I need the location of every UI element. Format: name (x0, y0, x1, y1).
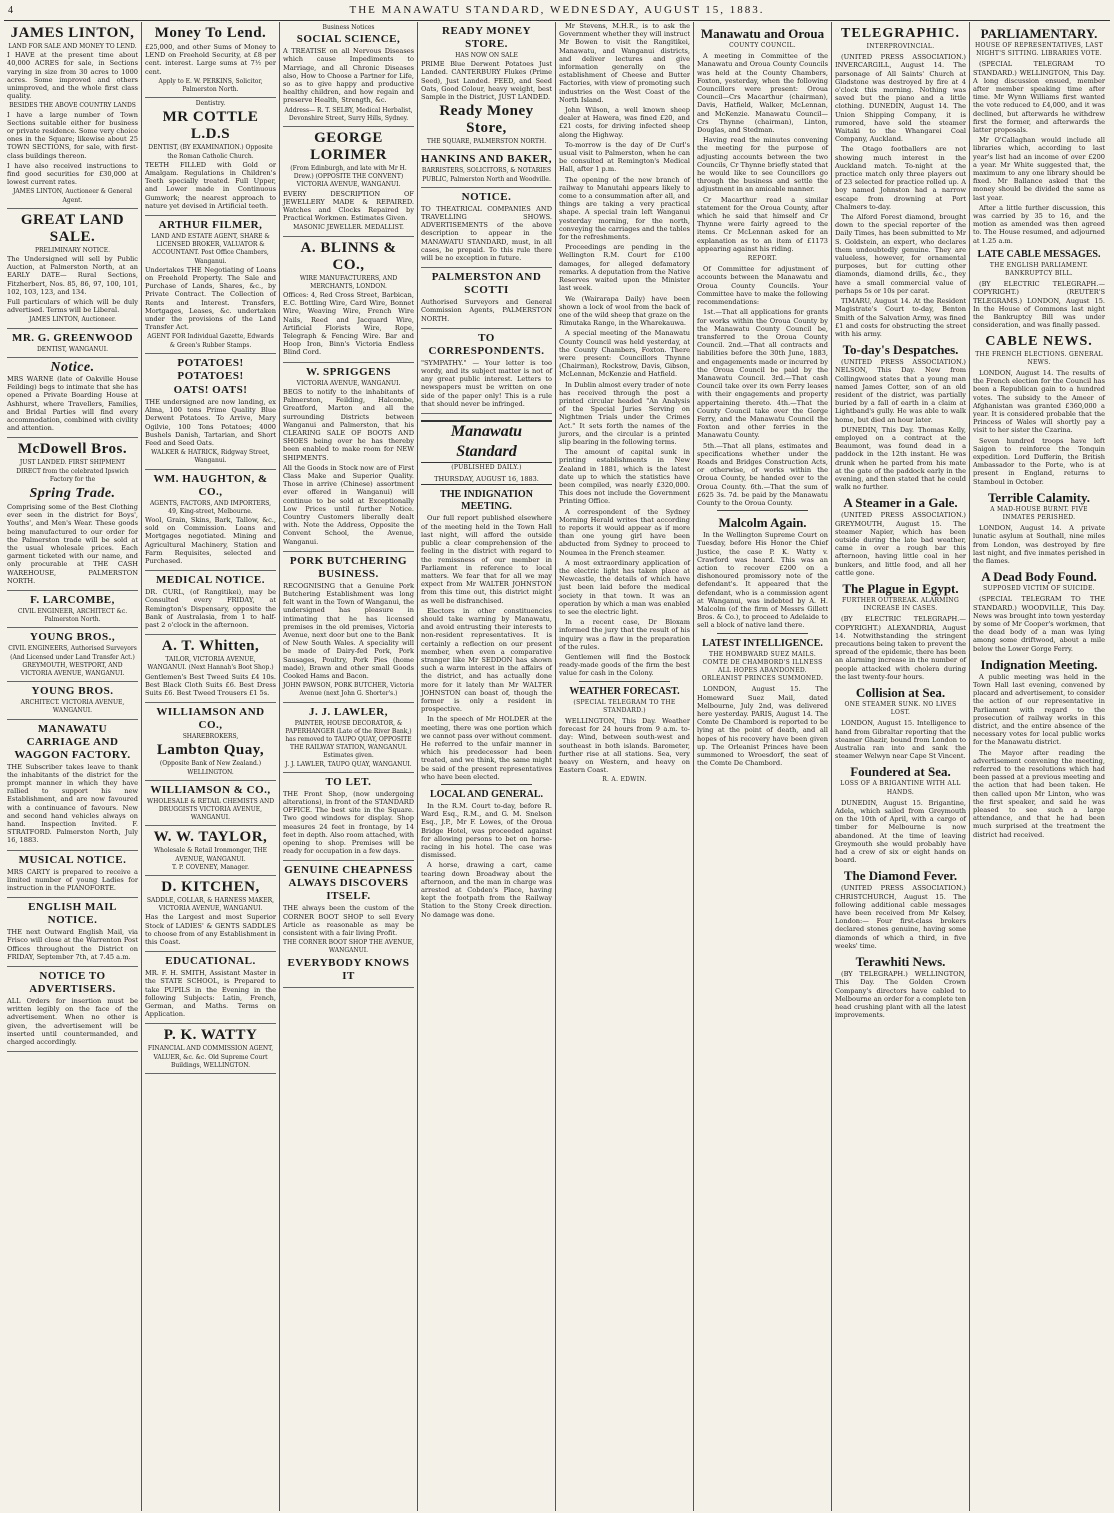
ad-text: "SYMPATHY." — Your letter is too wordy, and its subject matter is not of any great public interest. Letters to newspapers must be written on one side of the paper only! This is a rule that should never be infringed. (421, 358, 552, 408)
ad-subtitle: CIVIL ENGINEERS, Authorised Surveyors (And Licensed under Land Transfer Act.) GREYMOUTH, WESTPORT, AND VICTORIA AVENUE, WANGANUI. (8, 645, 137, 677)
ad-pork (283, 552, 414, 703)
article-collision (835, 685, 966, 760)
ad-carriage (7, 720, 138, 851)
ad-title: MUSICAL NOTICE. (18, 853, 127, 866)
article-paragraph: LONDON, August 15. Intelligence to hand from Gibraltar reporting that the steamer Ghazir, bound from London to Australia ran into and sank the steamer Welwyn near Cape St Vincent. (835, 719, 966, 761)
ad-scotti (421, 268, 552, 329)
ad-lawler (283, 703, 414, 773)
ad-land-sale (7, 209, 138, 329)
ad-subtitle: SADDLE, COLLAR, & HARNESS MAKER, VICTORIA AVENUE, WANGANUI. (146, 897, 275, 913)
ad-filmer (145, 216, 276, 354)
article-indignation-meeting (973, 657, 1105, 839)
ad-title: D. KITCHEN, (161, 879, 260, 895)
ad-text: ALL Orders for insertion must be written legibly on the face of the advertisement. When no other is given, the advertisement will be inserted until countermanded, and charged accordingly. (7, 997, 138, 1047)
ad-title: WM. HAUGHTON, & CO., (153, 472, 268, 498)
ad-blinns (283, 237, 414, 363)
ad-text: TO THEATRICAL COMPANIES AND TRAVELLING SHOWS. ADVERTISEMENTS of the above description to appear in the MANAWATU STANDARD, must, in all cases, be prepaid. To this rule there will be no exception in future. (421, 204, 552, 263)
article-paragraph: Mr O'Callaghan would include all libraries which, according to last year's list had an income of over £200 a year. Mr White suggested that, the maximum to any one library should be fixed. Mr Ballance asked that the money should be divided the same as last year. (973, 136, 1105, 202)
column-8 (970, 22, 1108, 1511)
article-paragraph: A meeting in Committee of the Manawatu and Oroua County Councils was held at the County Chambers, Foxton, yesterday, when the following Councillors were present: Oroua Council—Crs Macarthur (chairman), Davis, Hatfield, Walker, McLennan, and McKenzie. Manawatu Council—Crs Thynne (chairman), Linton, Douglas, and Stedman. (697, 52, 828, 135)
ad-title: POTATOES! POTATOES! (177, 356, 244, 382)
article-headline: Collision at Sea. (855, 685, 946, 701)
article-weather (559, 686, 690, 785)
ad-young-architect (7, 682, 138, 719)
article-paragraph: 1st.—That all applications for grants for works within the Oroua County by the Manawatu County Council be, transferred to the Oroua County Council. 2nd.—That all contracts and liabilities before the 30th June, 1883, and engagements made or incurred by the Oroua Council be paid by the Manawatu Council. 3rd.—That cash Council take over its own Ferry leases with their engagements and property appertaining thereto. 4th.—That the County Council take over the Gorge Ferry, and the Manawatu Council the Foxton and other ferries in the Manawatu County. (697, 308, 828, 440)
ad-mcdowell (7, 438, 138, 591)
article-headline: THE INDIGNATION MEETING. (440, 489, 533, 513)
ad-title: EVERYBODY KNOWS IT (287, 956, 410, 982)
ad-title: A. BLINNS & CO., (300, 239, 397, 273)
ad-spriggens (283, 363, 414, 552)
article-headline: LATEST INTELLIGENCE. (702, 637, 823, 649)
ad-signature: Apply to E. W. PERKINS, Solicitor, Palmerston North. (158, 77, 263, 94)
article-paragraph: DUNEDIN, August 15. Brigantine, Adela, which sailed from Greymouth on the 10th of April, with a cargo of timber for Melbourne is now abandoned. At the time of leaving Greymouth she would probably have had a crew of six or eight hands on board. (835, 798, 966, 865)
article-paragraph: To-morrow is the day of Dr Curl's usual visit to Palmerston, when he can be consulted at Remington's Medical Hall, after 1 p.m. (559, 140, 690, 174)
masthead-title: THE MANAWATU STANDARD, WEDNESDAY, AUGUST 15, 1883. (349, 4, 765, 16)
ad-taylor (145, 826, 276, 876)
ad-subtitle: DENTIST, WANGANUI. (36, 345, 109, 353)
article-headline: TELEGRAPHIC. (841, 26, 960, 41)
ad-subtitle: BESIDES THE ABOVE COUNTRY LANDS (9, 102, 136, 110)
ad-to-let (283, 773, 414, 862)
article-late-cable (973, 249, 1105, 330)
ad-williamson (145, 703, 276, 781)
divider (717, 510, 808, 511)
ad-text: All the Goods in Stock now are of First Class Make and Superior Quality. Those in arrive (Chinese) assortment ever offered in Wanganui) will continue to be sold at Exceptionally Low Prices until further Notice. Country Customers liberally dealt with. Note the Address, Opposite the Convent School, the Avenue, Wanganui. (283, 463, 414, 546)
article-latest (697, 638, 828, 768)
article-paragraph: (BY ELECTRIC TELEGRAPH.—COPYRIGHT.) (REUTER'S TELEGRAMS.) LONDON, August 15. In the House of Commons last night the Bankruptcy Bill was under consideration, and was finally passed. (973, 280, 1105, 330)
article-paragraph: (BY ELECTRIC TELEGRAPH.—COPYRIGHT.) ALEXANDRIA, August 14. Notwithstanding the stringent precautions being taken to prevent the spread of the epidemic, there has been an alarming increase in the number of people attacked with cholera during the last twenty-four hours. (835, 615, 966, 681)
ad-title: GREAT LAND SALE. (20, 211, 125, 245)
column-6 (694, 22, 832, 1511)
ad-signature: THE CORNER BOOT SHOP THE AVENUE, WANGANUI. (283, 939, 414, 955)
article-paragraph: WELLINGTON, This Day. Weather forecast for 24 hours from 9 a.m. to-day: Wind, between south-west and southeast in both islands. Barometer, further rise at all stations. Sea, very heavy on Western, and heavy on Eastern Coast. (559, 717, 690, 775)
ad-title: MR COTTLE L.D.S (162, 109, 259, 143)
ad-text: I have a large number of Town Sections suitable either for business or private residence. Some very choice ones in the Square; likewise about 25 TOWN SECTIONS, for sale, with first-class buildings thereon. (7, 110, 138, 160)
divider (717, 633, 808, 634)
article-paragraph: TIMARU, August 14. At the Resident Magistrate's Court to-day, Benton Smith of the Salvation Army, was fined £1 and costs for obstructing the street with his army. (835, 297, 966, 338)
ad-subtitle: JUST LANDED. FIRST SHIPMENT DIRECT from the celebrated Ipswich Factory for the (16, 459, 129, 483)
ad-title: PORK BUTCHERING BUSINESS. (289, 554, 408, 580)
ad-text: THE undersigned are now landing, ex Alma, 100 tons Prime Quality Blue Derwent Potatoes. To Arrive, Mary Ogilvie, 100 Tons Potatoes; 4000 Bushels Danish, Tartarian, and Short Feed and Seed Oats. (145, 397, 276, 447)
newspaper-page (4, 0, 1110, 1513)
ad-text: I HAVE at the present time about 40,000 ACRES for sale, in Sections varying in size from 30 acres to 1000 acres. Some improved and others unimproved, and the whole first class quality. (7, 51, 138, 101)
article-subhead: (SPECIAL TELEGRAM TO THE STANDARD.) (573, 698, 676, 714)
article-subhead: REPORT. (747, 255, 778, 263)
ad-text: MRS WARNE (late of Oakville House Feilding) begs to intimate that she has opened a Private Boarding House at Ashhurst, where Travellers, Families, and Bridal Parties will find every accommodation, combined with civility and attention. (7, 374, 138, 433)
ad-text: TEETH FILLED with Gold or Amalgam. Regulations in Children's Teeth specially treated. Full Upper, and Lower made in Continuous Gumwork; the nearest approach to nature yet devised in Artificial teeth. (145, 160, 276, 210)
article-paragraph: Gentlemen will find the Bostock ready-made goods of the firm the best value for cash in the Colony. (559, 653, 690, 678)
ad-title: GEORGE LORIMER (310, 130, 387, 164)
column-4 (418, 22, 556, 1511)
ad-label: Business Notices (322, 24, 375, 31)
article-headline: CABLE NEWS. (985, 333, 1093, 349)
article-paragraph: The Otago footballers are not showing much interest in the Auckland match. To-night at the practice match only three players out of 23 selected for practice rolled up. A boy named Johnston had a narrow escape from drowning at Port Chalmers to-day. (835, 145, 966, 211)
ad-subtitle: FINANCIAL AND COMMISSION AGENT, VALUER, &c. &c. Old Supreme Court Buildings, WELLINGTON. (147, 1045, 274, 1069)
ad-social-science (283, 22, 414, 127)
ad-signature: JOHN PAWSON, PORK BUTCHER, Victoria Avenue (next John G. Shorter's.) (283, 682, 414, 698)
article-calamity (973, 490, 1105, 565)
article-subhead: INTERPROVINCIAL. (866, 43, 935, 50)
article-paragraph: (UNITED PRESS ASSOCIATION.) INVERCARGILL, August 14. The parsonage of All Saints' Church at Gladstone was destroyed by fire at 4 o'clock this morning. Nothing was saved but the piano and a little clothing. DUNEDIN, August 14. The Union Shipping Company, it is rumored, have sold the steamer Waitaki to the Whangarei Coal Company, Auckland. (835, 53, 966, 144)
article-parliamentary (973, 26, 1105, 245)
article-headline: LOCAL AND GENERAL. (429, 788, 544, 800)
ad-text: I have also received instructions to find good securities for £30,000 at lowest current rates. (7, 161, 138, 187)
ad-text: Undertakes THE Negotiating of Loans on Freehold Property. The Sale and Purchase of Lands, Shares, &c., by Private Contract. The Collection of Rents and Interest. Transfers, Mortgages, Leases, &c. undertaken under the provisions of the Land Transfer Act. (145, 265, 276, 332)
ad-title: MANAWATU CARRIAGE AND WAGGON FACTORY. (14, 722, 131, 761)
article-cable-news (973, 334, 1105, 486)
column-1 (4, 22, 142, 1511)
article-paragraph: The amount of capital sunk in printing establishments in New Zealand in 1881, which is the latest date up to which the statistics have been compiled, was nearly £320,000. This does not include the Government Printing Office. (559, 448, 690, 506)
ad-signature: JAMES LINTON, Auctioneer & General Agent. (12, 188, 133, 204)
article-paragraph: Cr Macarthur read a similar statement for the Oroua County, after which he said that himself and Cr Thynne were fairly agreed to the items. Cr McLennan asked for an explanation as to an item of £1173 appearing against his riding. (697, 195, 828, 253)
issue-date: THURSDAY, AUGUST 16, 1883. (421, 474, 552, 485)
article-paragraph: In Dublin almost every trader of note has received through the post a printed circular headed "An Analysis of the Special Juries Serving on Nightmen Trials under the Crimes Act." It sets forth the names of the jurors, and the circular is a printed slip bearing in the following terms. (559, 380, 690, 446)
column-3 (280, 22, 418, 1511)
ad-subtitle: BARRISTERS, SOLICITORS, & NOTARIES PUBLIC, Palmerston North and Woodville. (421, 167, 552, 183)
article-gale (835, 495, 966, 577)
ad-title: EDUCATIONAL. (165, 955, 256, 968)
ad-signature: JAMES LINTON, Auctioneer. (28, 316, 117, 324)
ad-text: DR. CURL, (of Rangitikei), may be Consulted every FRIDAY, at Remington's Dispensary, opposite the Bank of Australasia, from 1 to half-past 2 o'clock in the afternoon. (145, 588, 276, 629)
article-paragraph: DUNEDIN, This Day. Thomas Kelly, employed on a contract at the Beaumont, was found dead in a paddock in the 12th instant. He was drunk when he parted from his mate at the gate of the paddock early in the evening, and then stated that he could walk no further. (835, 425, 966, 492)
article-paragraph: LONDON, August 15. The Homeward Suez Mail, dated Melbourne, July 2nd, was delivered here yesterday. PARIS, August 14. The Comte De Chambord is reported to be lying at the point of death, and all hopes of his recovery have been given up. The Orleanist Princes have been summoned to Wroesdorf, the seat of the Comte De Chambord. (697, 685, 828, 768)
ad-corner-boot (283, 861, 414, 987)
ad-mail (7, 898, 138, 967)
ad-kitchen (145, 876, 276, 952)
article-paragraph: (SPECIAL TELEGRAM TO STANDARD.) WELLINGTON, This Day. A long discussion ensued, member after member speaking time after time. Mr Wynn Williams first wanted the vote reduced to £4,000, and it was declined, but afterwards he withdrew first the former, and afterwards the latter proposals. (973, 60, 1105, 135)
article-dead-body (973, 569, 1105, 653)
ad-title: NOTICE TO ADVERTISERS. (29, 970, 116, 996)
article-paragraph: The Mayor after reading the advertisement convening the meeting, referred to the resolutions which had been passed at a previous meeting and the action that had been taken. He then called upon Mr Linton, who was the first speaker, and said he was pleased to see such a large attendance, and that he had been much surprised at the treatment the district had received. (973, 748, 1105, 839)
article-headline: Manawatu and Oroua (700, 26, 825, 41)
ad-text: BEGS to notify to the inhabitants of Palmerston, Feilding, Halcombe, Greatford, Marton and all the surrounding Districts between Wanganui and Palmerston, that his CLEARING SALE OF BOOTS AND SHOES being over he has thereby been enabled to make room for NEW SHIPMENTS. (283, 387, 414, 462)
column-5 (556, 22, 694, 1511)
ad-title: ARTHUR FILMER, (158, 219, 263, 232)
article-paragraph: Of Committee for adjustment of accounts between the Manawatu and Oroua County Councils. Your Committee have to make the following recommendations: (697, 265, 828, 307)
ad-subtitle: VICTORIA AVENUE, WANGANUI. (296, 379, 401, 387)
ad-subtitle: LAND FOR SALE AND MONEY TO LEND. (8, 43, 137, 50)
article-plague (835, 581, 966, 681)
ad-musical (7, 851, 138, 899)
article-headline: A Dead Body Found. (981, 569, 1097, 585)
article-paragraph: 5th.—That all plans, estimates and specifications whether under the Roads and Bridges Construction Acts, or otherwise, of works within the Oroua County, be handed over to the Oroua County. 6th.—That the sum of £625 3s. 7d. be paid by the Manawatu County to the Oroua County. (697, 441, 828, 507)
article-headline: The Diamond Fever. (843, 868, 958, 884)
ad-title: WILLIAMSON & CO., (150, 783, 271, 796)
ad-title: McDowell Bros. (17, 441, 128, 458)
article-telegraphic (835, 26, 966, 338)
ad-title: OATS! OATS! (173, 383, 248, 396)
ad-text: THE next Outward English Mail, via Frisco will close at the Warrenton Post Offices throughout the District on FRIDAY, September 7th, at 7.45 a.m. (7, 928, 138, 961)
ad-text: Has the Largest and most Superior Stock of LADIES' & GENTS SADDLES to choose from of any Establishment in this Coast. (145, 913, 276, 947)
ad-advertisers (7, 967, 138, 1052)
article-paragraph: After a little further discussion, this was carried by 35 to 16, and the motion as amended was then agreed to. The House resumed, and adjourned at 1.25 a.m. (973, 203, 1105, 245)
article-paragraph: In the R.M. Court to-day, before R. Ward Esq., R.M., and G. M. Snelson Esq., J.P., Mr F. Lowes, of the Oroua Bridge Hotel, was proceeded against for allowing persons to bet on horse-racing in his hotel. The case was dismissed. (421, 801, 552, 860)
ad-title: Notice. (50, 359, 95, 375)
article-paragraph: A public meeting was held in the Town Hall last evening, convened by placard and advertisement, to consider the action of our representative in Parliament with regard to the prosecution of railway works in this district, and the entire absence of the necessary votes for local public works for the Manawatu district. (973, 672, 1105, 747)
article-paragraph: (UNITED PRESS ASSOCIATION.) NELSON, This Day. New from Collingwood states that a young man named James Cotter, son of an old resident of the district, was partially buried by a fall of earth in a claim at Lightband's gully. He was able to walk home, but died an hour later. (835, 358, 966, 424)
ad-watty (145, 1024, 276, 1074)
masthead (4, 0, 1110, 21)
ad-signature: Address— R. T. SELBY, Medical Herbalist, Devonshire Street, Surry Hills, Sydney. (284, 106, 413, 122)
article-paragraph: A horse, drawing a cart, came tearing down Broadway about the afternoon, and the man in charge was arrested at Cobden's Place, having kept the footpath from the Railway Station to the Stony Creek direction. No damage was done. (421, 861, 552, 919)
ad-subtitle: AGENT FOR Individual Gazette, Edwards & Green's Rubber Stamps. (147, 333, 274, 349)
ad-title: W. W. TAYLOR, (153, 829, 268, 846)
ad-hankins (421, 150, 552, 187)
article-subhead: COUNTY COUNCIL. (729, 42, 796, 49)
ad-title: MEDICAL NOTICE. (156, 574, 265, 587)
ad-subtitle: PRELIMINARY NOTICE. (34, 246, 110, 254)
article-headline: Terawhiti News. (855, 954, 946, 970)
ad-subtitle: WIRE MANUFACTURERS, AND MERCHANTS, LONDON. (299, 274, 398, 290)
article-paragraph: (BY TELEGRAPH.) WELLINGTON, This Day. The Golden Crown Company's directors have cabled to Melbourne an order for a complete ten head crushing plant with all the latest improvements. (835, 970, 966, 1020)
ad-title: J. J. LAWLER, (309, 705, 388, 718)
ad-subtitle: DENTIST, (BY EXAMINATION.) Opposite the Roman Catholic Church. (148, 144, 273, 160)
ad-text: Full particulars of which will be duly advertised. Terms will be Liberal. (7, 298, 138, 315)
ad-title: TO LET. (325, 775, 372, 788)
ad-subtitle: MASONIC JEWELLER. MEDALLIST. (293, 224, 404, 232)
ad-subtitle: PAINTER, HOUSE DECORATOR, & PAPERHANGER (Late of the River Bank,) has removed to TAUPO QUAY, OPPOSITE THE RAILWAY STATION, WANGANUI. Estimates given. (285, 719, 412, 760)
article-subhead: HOUSE OF REPRESENTATIVES, LAST NIGHT'S SITTING. LIBRARIES VOTE. (974, 42, 1104, 58)
article-headline: Foundered at Sea. (850, 764, 951, 780)
ad-medical (145, 571, 276, 635)
article-indignation (421, 489, 552, 781)
article-local (421, 789, 552, 919)
divider (579, 681, 670, 682)
article-paragraph: LONDON, August 14. The results of the French election for the Council has been a Republican gain to a hundred votes. The subsidy to the Ameer of Afghanistan was granted £360,000 a year. It is considered probable that the Princess of Wales will shortly pay a visit to her sister the Czarina. (973, 368, 1105, 435)
ad-notice (7, 358, 138, 438)
article-subhead: THE HOMBWARD SUEZ MAILS. COMTE DE CHAMBORD'S ILLNESS ALL HOPES ABANDONED. ORLEANIST PRINCES SUMMONED. (701, 650, 824, 683)
ad-title: P. K. WATTY (163, 1027, 258, 1044)
ad-linton (7, 22, 138, 209)
article-paragraph: John Wilson, a well known sheep dealer at Hawera, was fined £20, and £21 costs, for driving infected sheep along the Highway. (559, 106, 690, 139)
ad-subtitle: AGENTS, FACTORS, AND IMPORTERS, 49, King-street, Melbourne. (149, 499, 272, 515)
ad-subtitle: (Opposite Bank of New Zealand.) WELLINGTON. (159, 760, 262, 776)
article-diamond (835, 868, 966, 950)
article-paragraph: Electors in other constituencies should take warning by Manawatu, and avoid entrusting their interests to non-resident representatives. It is certainly a reflection on our present member, when even a comparative stranger like Mr SEDDON has shown such a warm interest in the affairs of the district, and has actually done more for it lately than Mr WALTER JOHNSTON can boast of, though the former is only a resident in prospective. (421, 606, 552, 714)
ad-subtitle: (From Edinburgh, and late with Mr H. Drew.) (OPPOSITE THE CONVENT) VICTORIA AVENUE, WANGANUI. (290, 165, 407, 189)
ad-title: MR. G. GREENWOOD (11, 331, 134, 344)
ad-subtitle: HAS NOW ON SALE (455, 52, 518, 59)
ad-title: PALMERSTON AND SCOTTI (431, 271, 542, 297)
ad-haughton (145, 470, 276, 572)
ad-title: SOCIAL SCIENCE, (296, 33, 401, 46)
article-paragraph: A most extraordinary application of the electric light has taken place at Newcastle, the details of which have just been laid before the medical society in that town. It was an operation by which a man was enabled to see the electric light. (559, 558, 690, 617)
article-headline: Malcolm Again. (718, 515, 807, 531)
ad-title: W. SPRIGGENS (305, 365, 392, 378)
columns (4, 22, 1110, 1511)
ad-text: THE always been the custom of the CORNER BOOT SHOP to sell Every Article as reasonable as may be consistent with a fair living Profit. (283, 904, 414, 938)
ad-text: Offices: 4, Red Cross Street, Barbican, E.C. Bottling Wire, Card Wire, Bonnet Wire, Weaving Wire, French Wire Nails, Reed and Jacquard Wire, Artificial Florists Wire, Rope, Telegraph & Fencing Wire. Bar and Hoop Iron, Binn's Victoria Endless Blind Cord. (283, 291, 414, 357)
ad-text: MRS CARTY is prepared to receive a limited number of young Ladies for instruction in the PIANOFORTE. (7, 867, 138, 893)
ad-text: Authorised Surveyors and General Commission Agents, PALMERSTON NORTH. (421, 298, 552, 323)
article-paragraph: Having read the minutes convening the meeting for the purpose of adjusting accounts between the two Councils, Cr Thynne briefly stated that he would like to see Councillors go through the business and settle the adjustment in an amicable manner. (697, 136, 828, 194)
ad-williamson-chemists (145, 781, 276, 827)
ad-ready-money (421, 22, 552, 150)
article-paragraph: (UNITED PRESS ASSOCIATION.) CHRISTCHURCH, August 15. The following additional cable messages have been received from Mr Kelsey, London:— Four first-class brokers declared stones genuine, having some diamonds of which a third, in five weeks' time. (835, 884, 966, 950)
article-terawhiti (835, 954, 966, 1019)
ad-subtitle: LAND AND ESTATE AGENT, SHARE & LICENSED BROKER, VALUATOR & ACCOUNTANT. Post Office Chambers, Wanganui. (151, 233, 270, 265)
ad-subtitle: Wholesale & Retail Ironmonger, THE AVENUE, WANGANUI. (153, 847, 268, 863)
article-malcolm (697, 515, 828, 629)
column-7 (832, 22, 970, 1511)
article-paragraph: In the Wellington Supreme Court on Tuesday, before His Honor the Chief Justice, the case P. K. Watty v. Crawford was heard. This was an action to recover £200 on a dishonoured promissory note of the defendant's. It appeared that the defendant, who is a commission agent at Wanganui, was indebted by A. H. Malcolm (of the firm of Messrs Gillett Bros. & Co.), to proceed to Adelaide to sell a block of native land there. (697, 531, 828, 630)
article-foundered (835, 764, 966, 864)
article-paragraph: Proceedings are pending in the Wellington R.M. Court for £100 damages, for alleged defamatory remarks. A deputation from the Native Reserves waited upon the Minister last week. (559, 243, 690, 293)
ad-greenwood (7, 329, 138, 358)
ad-text: A TREATISE on all Nervous Diseases which cause Impediments to Marriage, and all Chronic Diseases also, How to Choose a Partner for Life, so as to give happy and productive healthy children, and how regain and preserve Health, Strength, &c. (283, 47, 414, 105)
article-subhead: SUPPOSED VICTIM OF SUICIDE. (983, 585, 1095, 593)
article-council (697, 26, 828, 507)
article-headline: A Steamer in a Gale. (843, 495, 958, 511)
ad-text: MR. F. H. SMITH, Assistant Master in the STATE SCHOOL, is Prepared to take PUPILS in the Evening in the following Subjects: Latin, French, German, and Maths. Terms on Application. (145, 969, 276, 1019)
article-subhead: THE FRENCH ELECTIONS. GENERAL NEWS. (975, 350, 1103, 366)
ad-money (145, 22, 276, 98)
article-headline: PARLIAMENTARY. (980, 26, 1098, 41)
flag-subtitle: (PUBLISHED DAILY.) (451, 464, 522, 472)
ad-subtitle: WHOLESALE & RETAIL CHEMISTS AND DRUGGISTS VICTORIA AVENUE, WANGANUI. (146, 797, 275, 822)
ad-larcombe (7, 591, 138, 628)
ad-title: NOTICE. (461, 190, 512, 203)
article-headline: Indignation Meeting. (980, 656, 1098, 672)
ad-title: TO CORRESPONDENTS. (428, 331, 545, 357)
ad-text: £25,000, and other Sums of Money to LEND on Freehold Security, at £8 per cent. interest. Large sums at 7½ per cent. (145, 43, 276, 76)
article-paragraph: We (Wairarapa Daily) have been shown a lock of wool from the back of one of the wild sheep that graze on the Rimutaka Range, in the Wharekauwa. (559, 294, 691, 328)
article-paragraph: A special meeting of the Manawatu County Council was held yesterday, at the County Chambers, Foxton. There were present: Councillors Thynne (Chairman), Rockstrow, Davis, Gibson, McLennan, McKenzie and Hatfield. (559, 329, 690, 379)
ad-title: JAMES LINTON, (10, 25, 135, 41)
ad-potatoes (145, 354, 276, 470)
ad-text: PRIME Blue Derwent Potatoes Just Landed. CANTERBURY Flukes (Prime Seed), Just Landed. FEED, and Seed Oats, Good Colour, heavy weight, best Sample in the District, JUST LANDED. (421, 60, 552, 102)
ad-title: READY MONEY STORE. (441, 25, 532, 50)
article-paragraph: Our full report published elsewhere of the meeting held in the Town Hall last night, will afford the outside public a clear comprehension of the feeling in the district with regard to the remissness of our member in Parliament in reference to local matters. We fear that for all we may expect from Mr WALTER JOHNSTON from this time out, this district might as well be disfranchised. (421, 514, 552, 605)
article-subhead: FURTHER OUTBREAK. ALARMING INCREASE IN CASES. (841, 596, 960, 613)
ad-title: Lambton Quay, (156, 742, 265, 759)
article-paragraph: Seven hundred troops have left Saigon to reinforce the Tonquin expedition. Lord Dufferin, the British Ambassador to the Porte, who is at present in England, returns to Stamboul in October. (973, 436, 1105, 486)
ad-signature: J. J. LAWLER, TAUPO QUAY, WANGANUI. (285, 760, 412, 768)
ad-text: Comprising some of the Best Clothing ever seen in the district for Boys', Youths', and Men's Wear. These goods being manufactured to our order for the Palmerston trade will be sold at the usual wholesale prices. Each garment ticketed with our name, and only procurable at THE CASH WAREHOUSE, PALMERSTON NORTH. (7, 502, 138, 585)
article-subhead: THE ENGLISH PARLIAMENT. BANKRUPTCY BILL. (989, 261, 1089, 278)
ad-text: THE Subscriber takes leave to thank the inhabitants of the district for the prompt manner in which they have rallied to support his new Establishment, and are now favoured with a continuance of favours. New and second hand vehicles always on hand. Inspection Invited. F. STRATFORD. Palmerston North, July 16, 1883. (7, 762, 138, 845)
article-paragraph: In a recent case, Dr Bloxam informed the jury that the result of his inquiry was a flaw in the preparation of the rules. (559, 618, 690, 651)
article-paragraph: The Alford Forest diamond, brought down to the special reporter of the Daily Times, has been submitted to Mr S. Goldstein, an expert, who declares them undoubtedly genuine. They are valueless, however, for ornamental purposes, but for cutting other diamonds, diamond drills, &c., they have a small commercial value of perhaps 5s or 10s per carat. (835, 213, 966, 295)
ad-lorimer (283, 127, 414, 237)
ad-title: Ready Money Store, (439, 103, 534, 137)
article-local-continued (559, 22, 690, 678)
column-2 (142, 22, 280, 1511)
ad-theatrical (421, 188, 552, 268)
article-headline: LATE CABLE MESSAGES. (977, 248, 1101, 260)
article-paragraph: The opening of the new branch of railway to Manutahi appears likely to come to a consummation after all, and things are taking a very practical shape. A special train left Wanganui yesterday morning, for the north, conveying the carriages and the tables for the refreshments. (559, 175, 690, 242)
article-subhead: A MAD-HOUSE BURNT. FIVE INMATES PERISHED. (990, 505, 1088, 521)
ad-subtitle: THE SQUARE, PALMERSTON NORTH. (426, 138, 547, 146)
article-headline: To-day's Despatches. (842, 342, 959, 358)
ad-title: HANKINS AND BAKER, (421, 153, 552, 166)
ad-signature: T. P. COVENEY, Manager. (172, 863, 249, 871)
ad-title: WILLIAMSON AND CO., (156, 706, 265, 732)
ad-correspondents (421, 329, 552, 414)
article-paragraph: Mr Stevens, M.H.R., is to ask the Government whether they will instruct Mr Bowen to visit the Rangitikei, Manawatu, and Wanganui districts, and deliver lectures and give information generally on the establishment of Cheese and Butter Factories, with view of promoting such industries on the West Coast of the North Island. (559, 22, 690, 104)
ad-title: YOUNG BROS. (31, 685, 114, 698)
ad-text: The Undersigned will sell by Public Auction, at Palmerston North, at an EARLY DATE— Rural Sections, Fitzherbert, Nos. 85, 86, 97, 100, 101, 102, 103, 123, and 134. (7, 255, 138, 296)
ad-title: ENGLISH MAIL NOTICE. (28, 901, 117, 927)
ad-title: YOUNG BROS., (29, 631, 116, 644)
ad-whitten (145, 635, 276, 703)
article-subhead: ONE STEAMER SUNK. NO LIVES LOST. (844, 701, 957, 717)
ad-title: Money To Lend. (154, 25, 267, 41)
ad-text: RECOGNISING that a Genuine Pork Butchering Establishment was long felt want in the Town of Wanganui, the undersigned has pleasure in intimating that he has licensed premises in the old premises, Victoria Avenue, next door but one to the Bank of New South Wales. A speciality will be made of Dairy-fed Pork, Pork Sausages, Poultry, Pork Pies (home made), Brawn and other small Goods Cooked Hams and Bacon. (283, 581, 414, 680)
ad-text: Wool, Grain, Skins, Bark, Tallow, &c., sold on Commission. Loans and Mortgages negotiated. Mining and Agricultural Machinery, Station and Farm Requisites, selected and Purchased. (145, 515, 276, 565)
ad-signature: WALKER & HATRICK, Ridgway Street, Wanganui. (151, 449, 270, 465)
ad-cottle (145, 98, 276, 216)
article-paragraph: LONDON, August 14. A private lunatic asylum at Southall, nine miles from London, was destroyed by fire last night, and five inmates perished in the flames. (973, 524, 1105, 565)
ad-title: GENUINE CHEAPNESS ALWAYS DISCOVERS ITSELF. (284, 864, 413, 903)
article-paragraph: In the speech of Mr HOLDER at the meeting, there was one portion which we cannot pass over without comment. He referred to the unfair manner in which his predecessor had been treated, and we think, the same might be said of the present representatives who have been elected. (421, 715, 553, 781)
article-headline: WEATHER FORECAST. (569, 685, 680, 697)
ad-text: THE Front Shop, (now undergoing alterations), in front of the STANDARD OFFICE. The best site in the Square. Two good windows for display. Shop measures 24 feet in frontage, by 14 feet in depth. Also room attached, with opening to shop. Premises will be ready for occupation in a few days. (283, 789, 414, 856)
newspaper-flag: Manawatu Standard (421, 420, 552, 463)
ad-text: EVERY DESCRIPTION OF JEWELLERY MADE & REPAIRED. Watches and Clocks Repaired by Practical Workmen. Estimates Given. (283, 189, 414, 223)
article-paragraph: A correspondent of the Sydney Morning Herald writes that according to reports it would appear as if more than one young girl have been abducted from Sydney to proceed to Noumea in the French steamer. (559, 507, 690, 557)
ad-subtitle: CIVIL ENGINEER, ARCHITECT &c. Palmerston North. (17, 607, 128, 624)
ad-title: Spring Trade. (29, 485, 116, 501)
ad-title: A. T. Whitten, (161, 638, 260, 655)
article-headline: The Plague in Egypt. (842, 580, 959, 596)
article-paragraph: (UNITED PRESS ASSOCIATION.) GREYMOUTH, August 15. The steamer Napier, which has been outside during the late bad weather, came in over a rough bar this afternoon, having little coal in her bunkers, and little food, and all her cattle gone. (835, 511, 966, 577)
ad-text: Gentlemen's Best Tweed Suits £4 10s. Best Black Cloth Suits £6. Best Dress Suits £6. Best Tweed Trousers £1 5s. (145, 672, 276, 697)
ad-label: Dentistry. (195, 100, 226, 108)
ad-title: F. LARCOMBE, (30, 593, 115, 606)
ad-subtitle: SHAREBROKERS, (182, 733, 239, 741)
article-subhead: LOSS OF A BRIGANTINE WITH ALL HANDS. (840, 780, 961, 796)
article-signature: R. A. EDWIN. (602, 776, 647, 784)
article-paragraph: (SPECIAL TELEGRAM TO THE STANDARD.) WOODVILLE, This Day. News was brought into town yesterday by some of Mr Cooper's workmen, that the dead body of a man was lying among some driftwood, about a mile below the Lower Gorge Ferry. (973, 595, 1105, 653)
ad-young-bros (7, 628, 138, 682)
ad-subtitle: TAILOR, VICTORIA AVENUE, WANGANUI. (Next Hannah's Boot Shop.) (147, 656, 274, 672)
article-headline: Terrible Calamity. (987, 489, 1091, 505)
page-number: 4 (8, 4, 15, 16)
ad-educational (145, 952, 276, 1024)
divider (441, 784, 532, 785)
ad-subtitle: ARCHITECT. VICTORIA AVENUE, WANGANUI. (20, 699, 125, 715)
article-despatches (835, 342, 966, 491)
